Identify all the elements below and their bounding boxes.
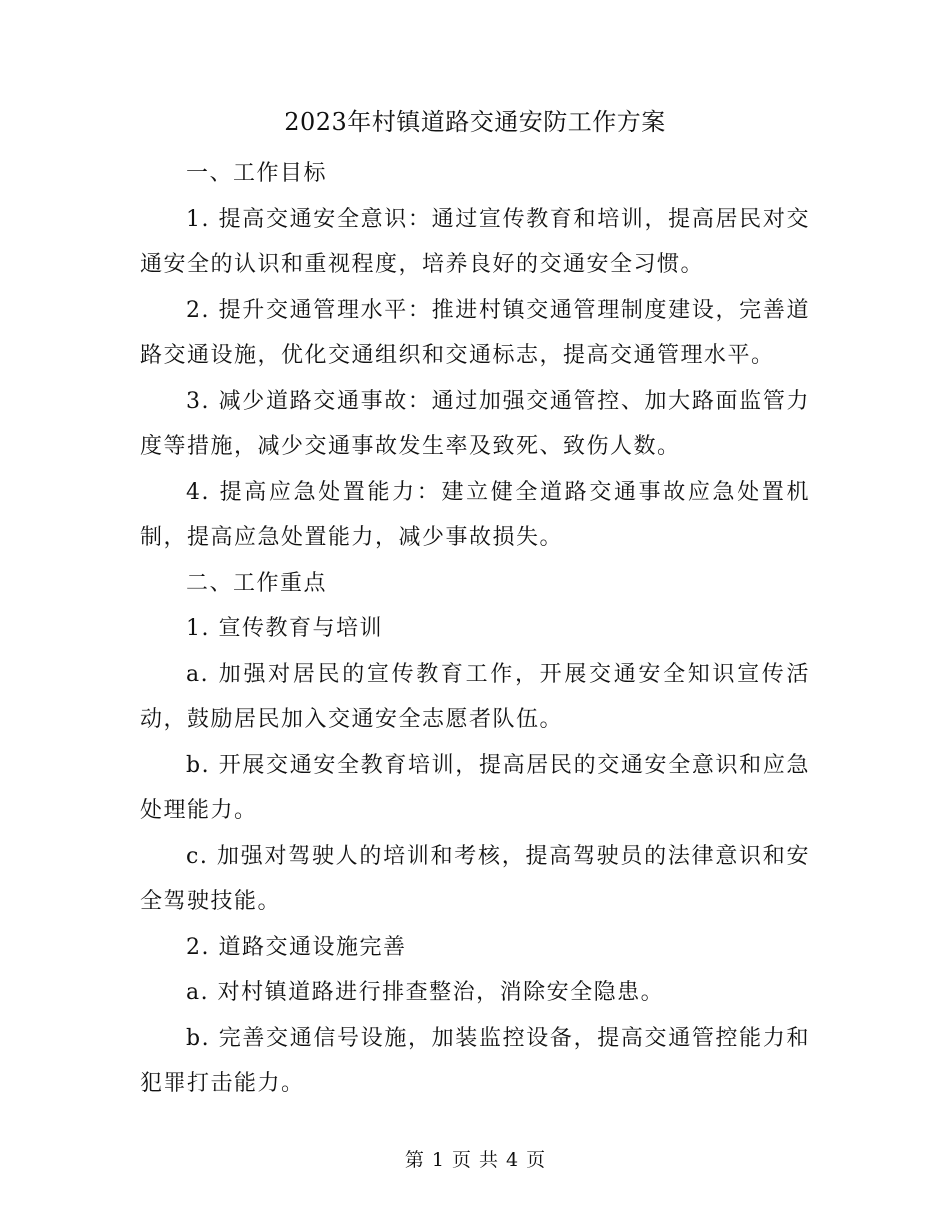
paragraph: a. 加强对居民的宣传教育工作，开展交通安全知识宣传活动，鼓励居民加入交通安全志愿者队伍。 [140, 661, 810, 732]
paragraph: c. 加强对驾驶人的培训和考核，提高驾驶员的法律意识和安全驾驶技能。 [140, 843, 810, 914]
section-heading-goals: 一、工作目标 [186, 161, 328, 186]
page-footer: 第 1 页 共 4 页 [404, 1149, 546, 1171]
document-title: 2023年村镇道路交通安防工作方案 [284, 108, 666, 136]
paragraph: 2. 提升交通管理水平：推进村镇交通管理制度建设，完善道路交通设施，优化交通组织和交通标志，提高交通管理水平。 [140, 297, 810, 368]
paragraph: 3. 减少道路交通事故：通过加强交通管控、加大路面监管力度等措施，减少交通事故发生率及致死、致伤人数。 [140, 388, 810, 459]
paragraph: 1. 提高交通安全意识：通过宣传教育和培训，提高居民对交通安全的认识和重视程度，培养良好的交通安全习惯。 [140, 206, 810, 277]
subheading: 1. 宣传教育与培训 [186, 616, 383, 641]
section-heading-focus: 二、工作重点 [186, 570, 328, 596]
paragraph: b. 完善交通信号设施，加装监控设备，提高交通管控能力和犯罪打击能力。 [140, 1025, 810, 1096]
paragraph: 4. 提高应急处置能力：建立健全道路交通事故应急处置机制，提高应急处置能力，减少事故损失。 [140, 479, 810, 550]
paragraph: a. 对村镇道路进行排查整治，消除安全隐患。 [186, 980, 665, 1005]
subheading: 2. 道路交通设施完善 [186, 934, 407, 960]
paragraph: b. 开展交通安全教育培训，提高居民的交通安全意识和应急处理能力。 [140, 752, 810, 823]
document-body [140, 151, 810, 1107]
